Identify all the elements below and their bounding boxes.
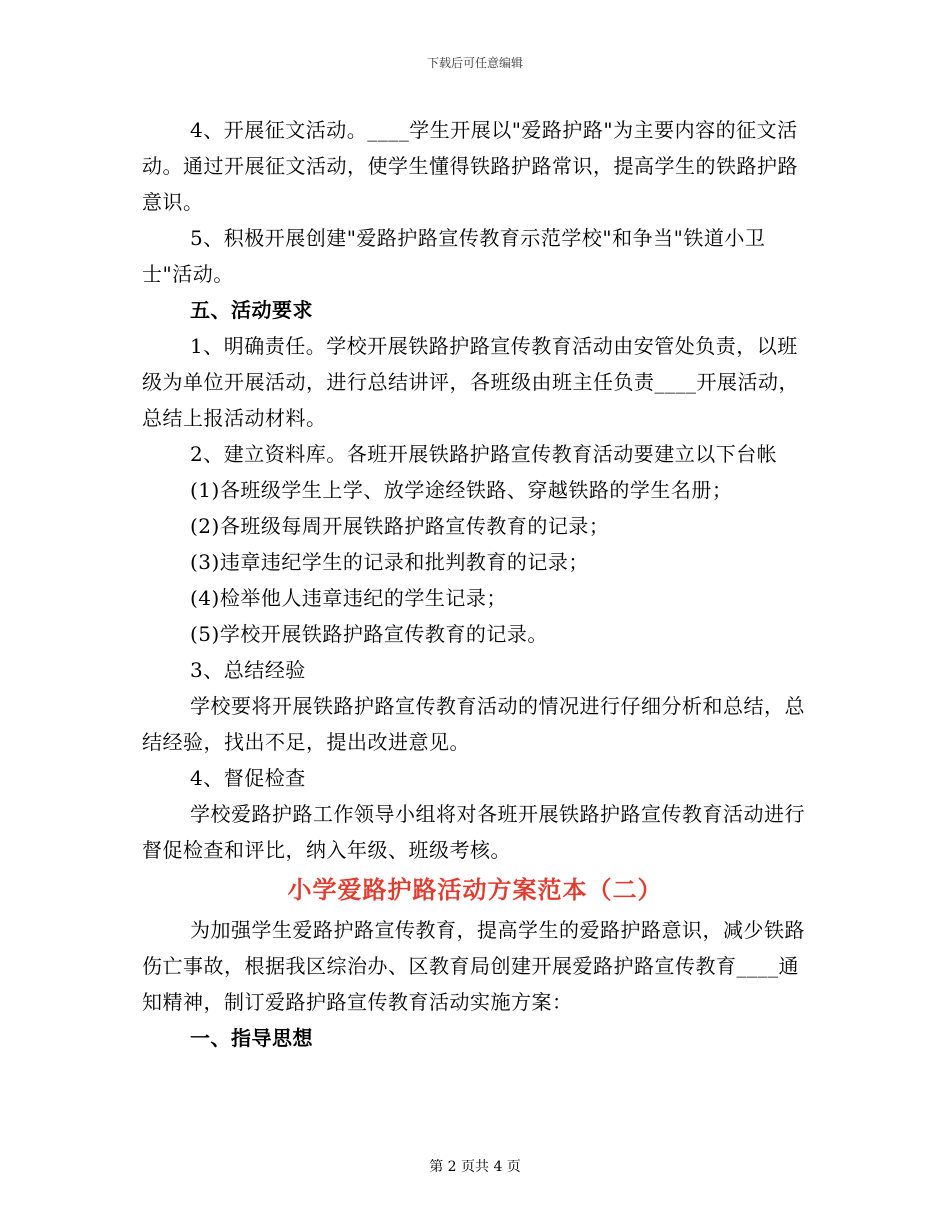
list-item: (1)各班级学生上学、放学途经铁路、穿越铁路的学生名册；: [190, 478, 733, 502]
paragraph-demonstration-school: 5、积极开展创建"爱路护路宣传教育示范学校"和争当"铁道小卫士"活动。: [142, 226, 766, 286]
section-heading-requirements: 五、活动要求: [190, 298, 313, 322]
paragraph-supervision: 学校爱路护路工作领导小组将对各班开展铁路护路宣传教育活动进行督促检查和评比，纳入年级、班级考核。: [142, 802, 805, 862]
list-item: (2)各班级每周开展铁路护路宣传教育的记录；: [190, 514, 610, 538]
list-item: (3)违章违纪学生的记录和批判教育的记录；: [190, 550, 589, 574]
paragraph-database: 2、建立资料库。各班开展铁路护路宣传教育活动要建立以下台帐: [190, 442, 778, 466]
page-header: 下载后可任意编辑: [426, 56, 523, 70]
document-title: 小学爱路护路活动方案范本（二）: [287, 875, 663, 904]
page-number: 第 2 页共 4 页: [429, 1159, 521, 1175]
list-item: (4)检举他人违章违纪的学生记录；: [190, 586, 507, 610]
paragraph-intro: 为加强学生爱路护路宣传教育，提高学生的爱路护路意识，减少铁路伤亡事故，根据我区综治办、区教育局创建开展爱路护路宣传教育____通知精神，制订爱路护路宣传教育活动实施方案：: [142, 918, 805, 1014]
paragraph-essay-activity: 4、开展征文活动。____学生开展以"爱路护路"为主要内容的征文活动。通过开展征文活动，使学生懂得铁路护路常识，提高学生的铁路护路意识。: [142, 118, 798, 214]
list-item: (5)学校开展铁路护路宣传教育的记录。: [190, 622, 548, 646]
subheading-supervision: 4、督促检查: [190, 766, 306, 790]
subheading-summary: 3、总结经验: [190, 658, 306, 682]
paragraph-summary: 学校要将开展铁路护路宣传教育活动的情况进行仔细分析和总结，总结经验，找出不足，提出改进意见。: [142, 694, 805, 754]
paragraph-responsibility: 1、明确责任。学校开展铁路护路宣传教育活动由安管处负责，以班级为单位开展活动，进行总结讲评，各班级由班主任负责____开展活动，总结上报活动材料。: [142, 334, 799, 430]
document-body: [142, 112, 808, 1056]
section-heading-guiding-ideology: 一、指导思想: [190, 1026, 313, 1050]
